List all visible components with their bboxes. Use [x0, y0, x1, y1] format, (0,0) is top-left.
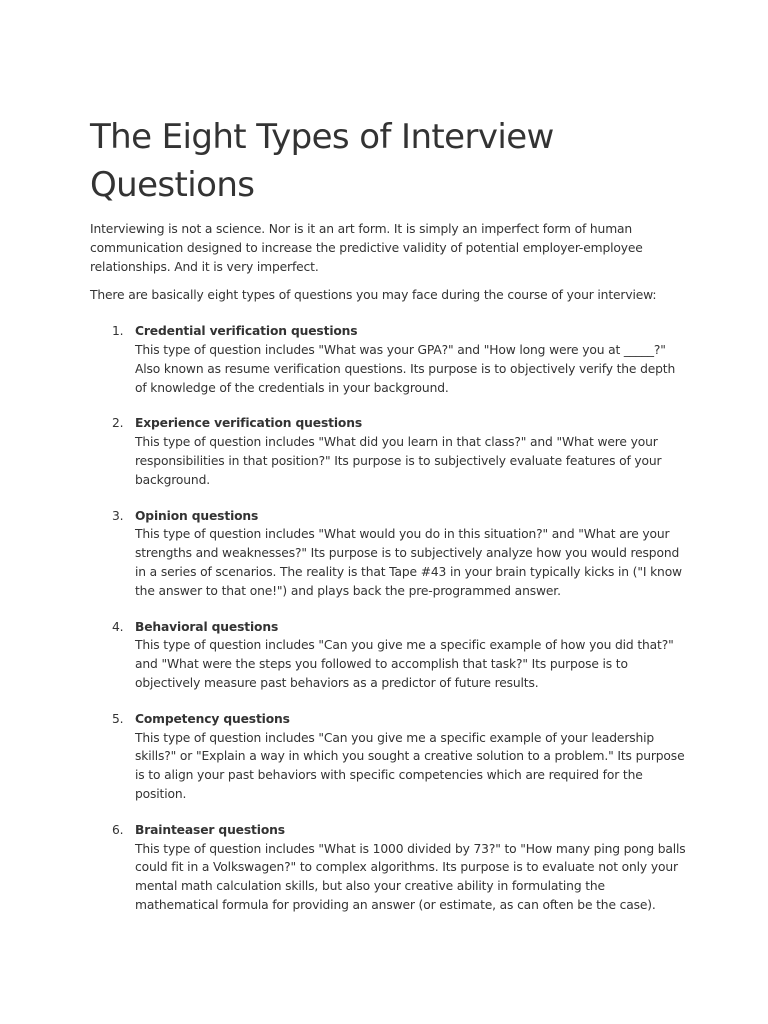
- list-item-body: This type of question includes "What was your GPA?" and "How long were you at _____?" Also known as resume verification questions. Its purpose is to objectively verify the depth of knowledge of the credentials in your background.: [135, 342, 676, 395]
- list-item-heading: Opinion questions: [135, 508, 259, 523]
- lead-paragraph: There are basically eight types of questions you may face during the course of your interview:: [90, 288, 657, 303]
- list-item-behavioral: [90, 618, 690, 693]
- list-item-number: 3.: [112, 508, 124, 523]
- document-title: The Eight Types of Interview Questions: [90, 117, 554, 205]
- list-item-body: This type of question includes "Can you give me a specific example of your leadership skills?" or "Explain a way in which you sought a creative solution to a problem." Its purpose is to align your past behaviors with specific competencies which are required for the position.: [135, 730, 685, 801]
- list-item-credential-verification: [90, 322, 690, 397]
- list-item-body: This type of question includes "Can you give me a specific example of how you did that?" and "What were the steps you followed to accomplish that task?" Its purpose is to objectively measure past behaviors as a predictor of future results.: [135, 638, 674, 690]
- question-types-list: [90, 322, 690, 915]
- list-item-competency: [90, 710, 690, 804]
- list-item-body: This type of question includes "What did you learn in that class?" and "What were your responsibilities in that position?" Its purpose is to subjectively evaluate features of your background.: [135, 435, 662, 487]
- intro-paragraph: Interviewing is not a science. Nor is it an art form. It is simply an imperfect form of human communication designed to increase the predictive validity of potential employer-employee relationships. And it is very imperfect.: [90, 222, 643, 274]
- list-item-heading: Competency questions: [135, 711, 290, 726]
- list-item-heading: Behavioral questions: [135, 619, 279, 634]
- list-item-body: This type of question includes "What would you do in this situation?" and "What are your strengths and weaknesses?" Its purpose is to subjectively analyze how you would respond in a series of scenarios. The reality is that Tape #43 in your brain typically kicks in ("I know the answer to that one!") and plays back the pre-programmed answer.: [135, 527, 682, 598]
- list-item-experience-verification: [90, 414, 690, 489]
- list-item-number: 4.: [112, 619, 124, 634]
- list-item-heading: Credential verification questions: [135, 324, 358, 339]
- list-item-number: 1.: [112, 324, 124, 339]
- list-item-heading: Experience verification questions: [135, 416, 363, 431]
- list-item-opinion: [90, 507, 690, 601]
- list-item-number: 2.: [112, 416, 124, 431]
- document-page: [90, 113, 690, 932]
- list-item-number: 6.: [112, 822, 124, 837]
- list-item-heading: Brainteaser questions: [135, 822, 285, 837]
- list-item-number: 5.: [112, 711, 124, 726]
- list-item-body: This type of question includes "What is 1000 divided by 73?" to "How many ping pong balls could fit in a Volkswagen?" to complex algorithms. Its purpose is to evaluate not only your mental math calculation skills, but also your creative ability in formulating the mathematical formula for providing an answer (or estimate, as can often be the case).: [135, 841, 686, 912]
- list-item-brainteaser: [90, 821, 690, 915]
